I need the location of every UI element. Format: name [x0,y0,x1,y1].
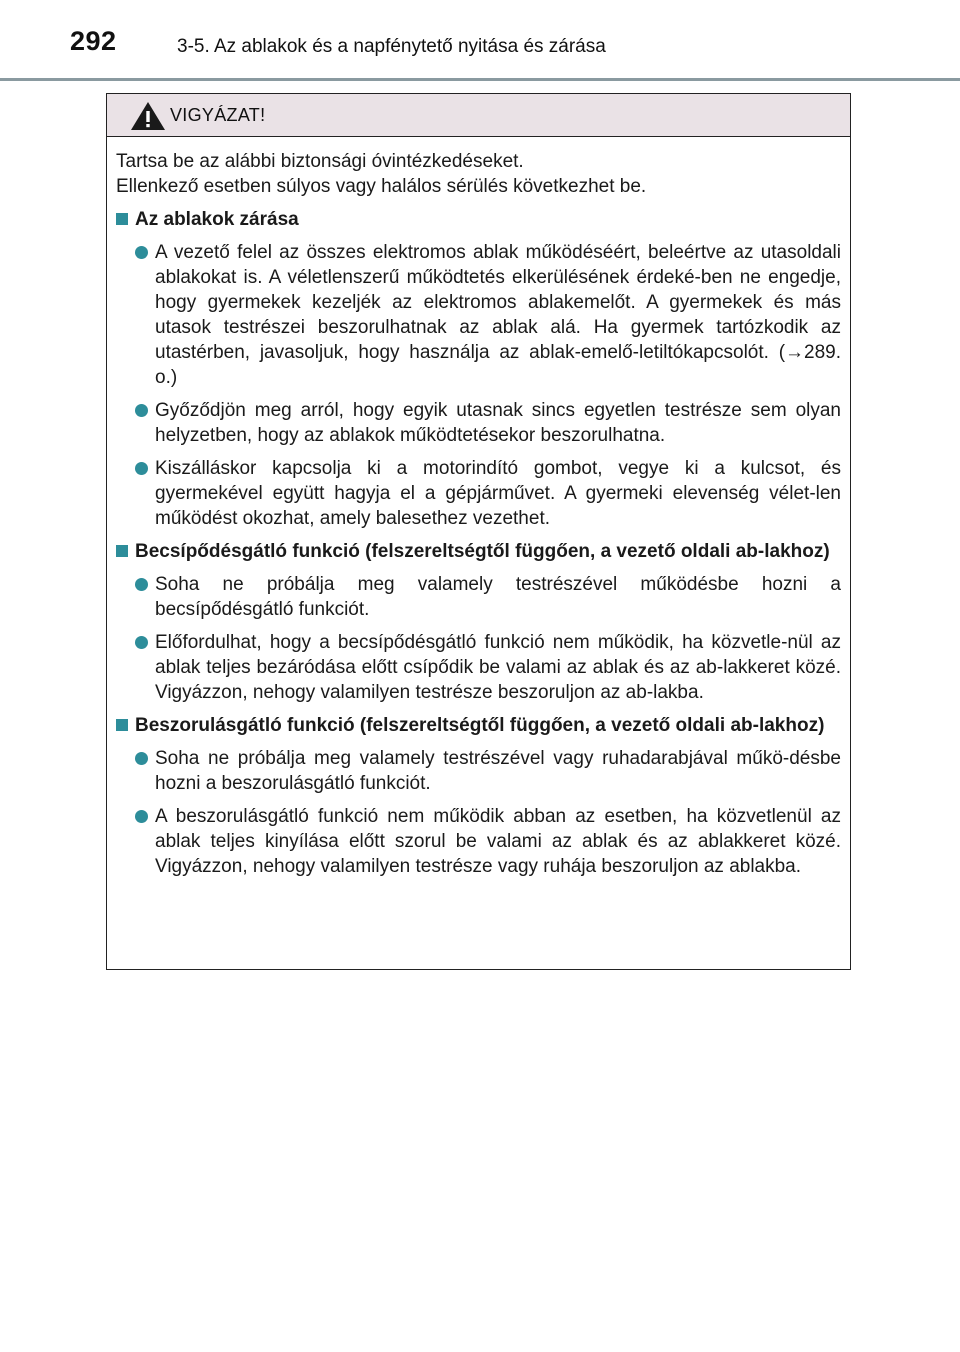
header-divider [0,78,960,81]
circle-bullet-icon [135,636,148,649]
intro-line: Tartsa be az alábbi biztonsági óvintézkedéseket. [116,151,524,172]
section-heading: Az ablakok zárása [116,207,841,232]
warning-body [107,137,850,879]
warning-header [107,94,850,137]
intro-line: Ellenkező esetben súlyos vagy halálos sérülés következhet be. [116,176,647,197]
list-item: A beszorulásgátló funkció nem működik abban az esetben, ha közvetlenül az ablak teljes kinyílása előtt szorul be valami az ablak és az ablakkeret közé. Vigyázzon, nehogy valamilyen testrésze vagy ruhája beszoruljon az ablakba. [116,804,841,879]
section-jam-protection [116,539,841,705]
square-bullet-icon [116,545,128,557]
list-item: Előfordulhat, hogy a becsípődésgátló funkció nem működik, ha közvetle-nül az ablak teljes bezáródása előtt csípődik be valami az ablak és az ab-lakkeret közé. Vigyázzon, nehogy valamilyen testrésze beszoruljon az ab-lakba. [116,630,841,705]
circle-bullet-icon [135,752,148,765]
section-title: 3-5. Az ablakok és a napfénytető nyitása és zárása [177,36,606,57]
list-item: Soha ne próbálja meg valamely testrészével működésbe hozni a becsípődésgátló funkciót. [116,572,841,622]
circle-bullet-icon [135,246,148,259]
list-item: Győződjön meg arról, hogy egyik utasnak sincs egyetlen testrésze sem olyan helyzetben, hogy az ablakok működtetésekor beszorulhatna. [116,398,841,448]
list-item: A vezető felel az összes elektromos ablak működéséért, beleértve az utasoldali ablakokat is. A véletlenszerű működtetés elkerülésének érdeké-ben ne engedje, hogy gyermekek kezeljék az elektromos ablakemelőt. A gyermekek és más utasok testrészei beszorulhatnak az ablak alá. Ha gyermek tartózkodik az utastérben, javasoljuk, hogy használja az ablak-emelő-letiltókapcsolót. (→289. o.) [116,240,841,390]
section-heading: Beszorulásgátló funkció (felszereltségtől függően, a vezető oldali ab-lakhoz) [116,713,841,738]
section-heading: Becsípődésgátló funkció (felszereltségtől függően, a vezető oldali ab-lakhoz) [116,539,841,564]
warning-title: VIGYÁZAT! [170,105,266,125]
circle-bullet-icon [135,578,148,591]
circle-bullet-icon [135,462,148,475]
list-item: Soha ne próbálja meg valamely testrészével vagy ruhadarabjával műkö-désbe hozni a beszorulásgátló funkciót. [116,746,841,796]
page-number: 292 [70,26,117,56]
square-bullet-icon [116,719,128,731]
square-bullet-icon [116,213,128,225]
warning-box [106,93,851,970]
warning-triangle-icon [130,101,166,131]
list-item: Kiszálláskor kapcsolja ki a motorindító gombot, vegye ki a kulcsot, és gyermekével együtt hagyja el a gépjárművet. A gyermeki elevenség vélet-len működést okozhat, amely balesethez vezethet. [116,456,841,531]
circle-bullet-icon [135,404,148,417]
circle-bullet-icon [135,810,148,823]
section-catch-protection [116,713,841,879]
section-window-closing [116,207,841,531]
